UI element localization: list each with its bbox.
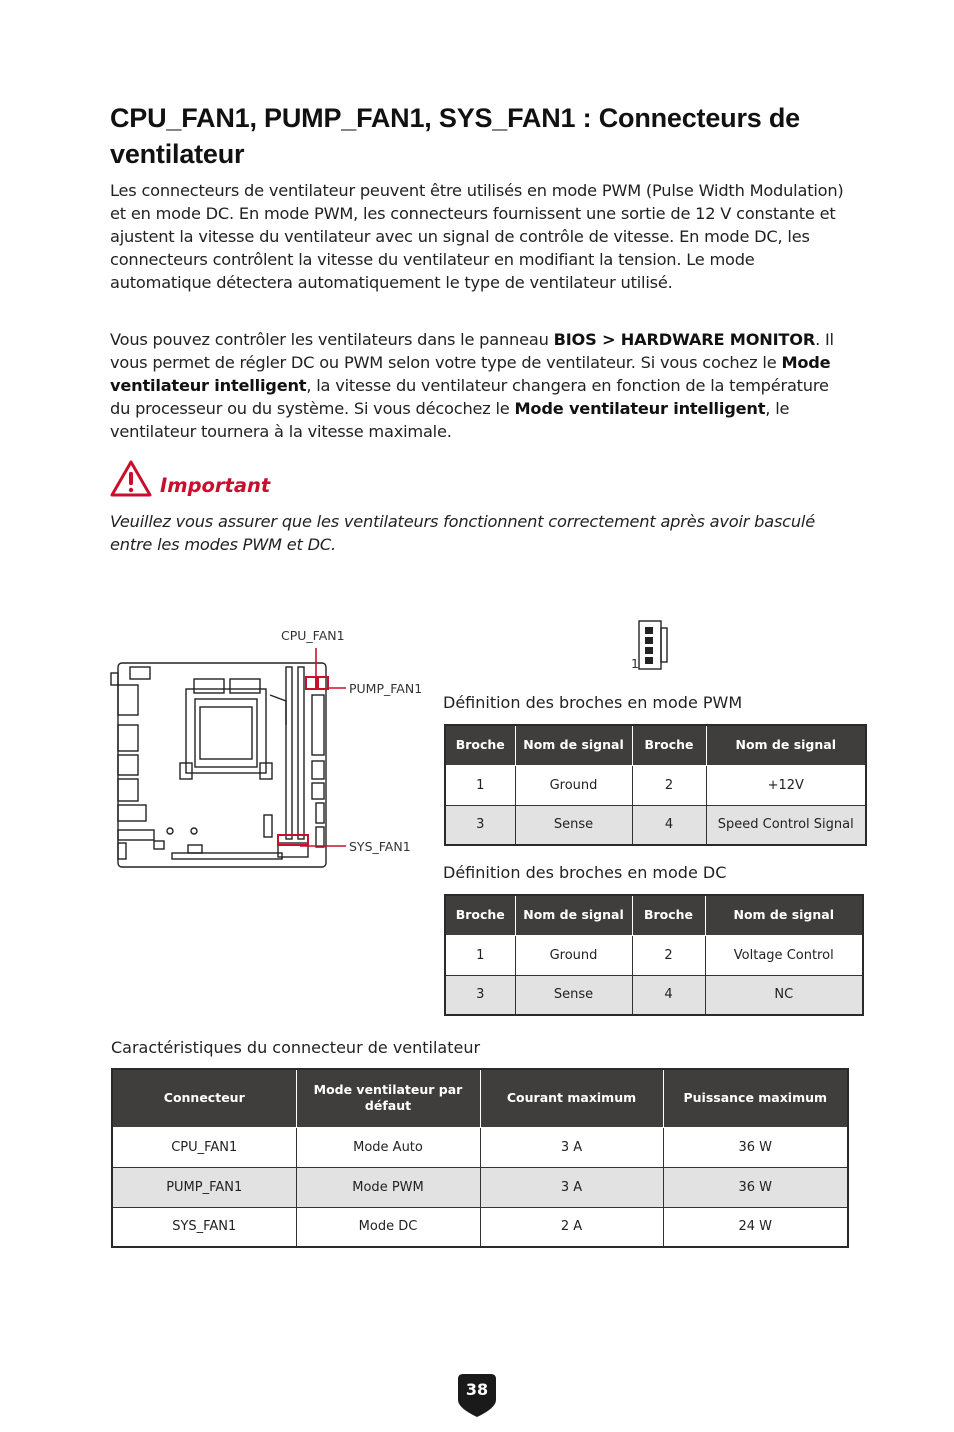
intro-paragraph: Les connecteurs de ventilateur peuvent être utilisés en mode PWM (Pulse Width Modulation) et en mode DC. En mode PWM, les connecteurs fournissent une sortie de 12 V constante et ajustent la vitesse du ventilateur avec un signal de contrôle de vitesse. En mode DC, les connecteurs contrôlent la vitesse du ventilateur en modifiant la tension. Le mode automatique détectera automatiquement le type de ventilateur utilisé. xyxy=(110,181,844,292)
dc-pin-table xyxy=(444,894,864,1016)
column-header: Broche xyxy=(632,725,706,765)
table-row xyxy=(112,1167,848,1207)
four-pin-connector-icon xyxy=(638,620,668,672)
table-cell: 2 xyxy=(632,935,705,975)
table-cell: Voltage Control xyxy=(705,935,863,975)
warning-icon xyxy=(109,459,153,499)
callout-lines xyxy=(300,640,360,855)
cpu-fan-label: CPU_FAN1 xyxy=(281,628,345,643)
table-row xyxy=(112,1207,848,1247)
pin-one-label: 1 xyxy=(631,656,639,671)
column-header: Broche xyxy=(445,725,515,765)
column-header: Broche xyxy=(632,895,705,935)
table-cell: NC xyxy=(705,975,863,1015)
column-header: Mode ventilateur par défaut xyxy=(296,1069,480,1127)
column-header: Puissance maximum xyxy=(663,1069,848,1127)
control-text-3: , la vitesse du ventilateur changera en fonction de la température du processeur ou du système. Si vous décochez le xyxy=(110,376,829,418)
table-cell: 24 W xyxy=(663,1207,848,1247)
page-title: CPU_FAN1, PUMP_FAN1, SYS_FAN1 : Connecteurs de ventilateur xyxy=(110,103,800,169)
important-text: Veuillez vous assurer que les ventilateurs fonctionnent correctement après avoir basculé entre les modes PWM et DC. xyxy=(110,512,815,554)
table-header-row xyxy=(112,1069,848,1127)
pwm-pin-table xyxy=(444,724,867,846)
table-row xyxy=(445,935,863,975)
control-text-4: , le ventilateur tournera à la vitesse maximale. xyxy=(110,399,790,441)
table-cell: 3 xyxy=(445,975,515,1015)
table-cell: 1 xyxy=(445,935,515,975)
table-cell: Ground xyxy=(515,765,632,805)
page-number-badge xyxy=(457,1372,497,1418)
column-header: Courant maximum xyxy=(480,1069,663,1127)
pwm-caption: Définition des broches en mode PWM xyxy=(443,693,743,712)
table-cell: PUMP_FAN1 xyxy=(112,1167,296,1207)
table-cell: 4 xyxy=(632,975,705,1015)
page-number: 38 xyxy=(465,1380,489,1399)
column-header: Connecteur xyxy=(112,1069,296,1127)
column-header: Nom de signal xyxy=(515,725,632,765)
fan-connector-specs-table xyxy=(111,1068,849,1248)
table-cell: Mode DC xyxy=(296,1207,480,1247)
table-cell: Sense xyxy=(515,975,632,1015)
table-header-row xyxy=(445,725,866,765)
table-cell: 3 A xyxy=(480,1127,663,1167)
table-cell: Mode PWM xyxy=(296,1167,480,1207)
table-row xyxy=(445,975,863,1015)
table-cell: 2 A xyxy=(480,1207,663,1247)
dc-caption: Définition des broches en mode DC xyxy=(443,863,727,882)
table-cell: Speed Control Signal xyxy=(706,805,866,845)
table-cell: 3 xyxy=(445,805,515,845)
table-cell: Sense xyxy=(515,805,632,845)
table-cell: 3 A xyxy=(480,1167,663,1207)
table-cell: 36 W xyxy=(663,1167,848,1207)
table-cell: 4 xyxy=(632,805,706,845)
table-cell: 2 xyxy=(632,765,706,805)
column-header: Nom de signal xyxy=(705,895,863,935)
specs-caption: Caractéristiques du connecteur de ventilateur xyxy=(111,1038,481,1057)
table-cell: 1 xyxy=(445,765,515,805)
pump-fan-label: PUMP_FAN1 xyxy=(349,681,423,696)
table-row xyxy=(112,1127,848,1167)
table-cell: SYS_FAN1 xyxy=(112,1207,296,1247)
sys-fan-label: SYS_FAN1 xyxy=(349,839,411,854)
control-text-2: . Il vous permet de régler DC ou PWM selon votre type de ventilateur. Si vous cochez le xyxy=(110,330,834,372)
table-cell: Mode Auto xyxy=(296,1127,480,1167)
smart-fan-mode-2: Mode ventilateur intelligent xyxy=(514,399,766,418)
important-title: Important xyxy=(160,474,271,497)
control-text-1: Vous pouvez contrôler les ventilateurs dans le panneau xyxy=(110,330,554,349)
table-cell: +12V xyxy=(706,765,866,805)
table-header-row xyxy=(445,895,863,935)
column-header: Nom de signal xyxy=(515,895,632,935)
column-header: Broche xyxy=(445,895,515,935)
bios-path: BIOS > HARDWARE MONITOR xyxy=(553,330,816,349)
table-row xyxy=(445,805,866,845)
table-cell: Ground xyxy=(515,935,632,975)
smart-fan-mode-1: Mode ventilateur intelligent xyxy=(110,353,831,395)
table-row xyxy=(445,765,866,805)
table-cell: CPU_FAN1 xyxy=(112,1127,296,1167)
control-paragraph xyxy=(110,328,850,443)
column-header: Nom de signal xyxy=(706,725,866,765)
table-cell: 36 W xyxy=(663,1127,848,1167)
